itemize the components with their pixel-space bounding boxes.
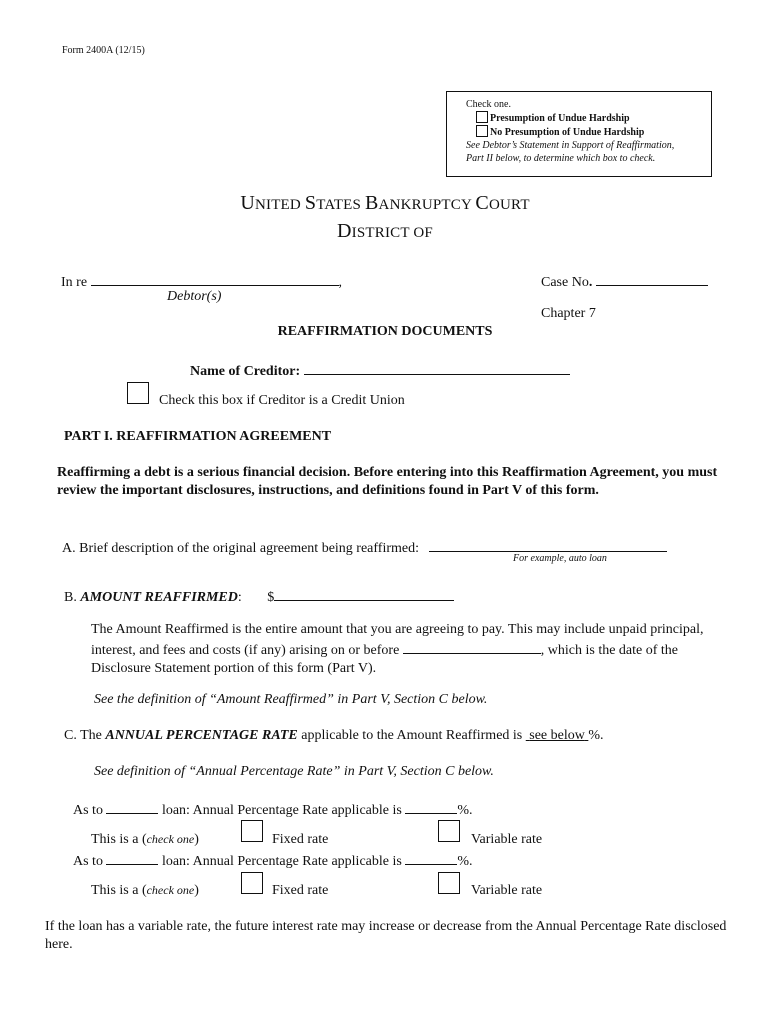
no-presumption-option[interactable] [476, 125, 711, 139]
amount-reaffirmed-paragraph: The Amount Reaffirmed is the entire amount that you are agreeing to pay. This may include unpaid principal, interest, and fees and costs (if any) arising on or before , which is the date of the Disclosure Statement portion of this form (Part V). [91, 622, 704, 676]
apr-value[interactable]: see below [529, 728, 585, 743]
loan-1-rate-type-label: This is a (check one) [91, 832, 199, 847]
case-number-field[interactable] [596, 271, 708, 286]
debtors-label: Debtor(s) [167, 289, 222, 304]
section-b: B. AMOUNT REAFFIRMED: $ [64, 586, 454, 606]
in-re-label: In re [61, 275, 88, 290]
section-a-label: A. Brief description of the original agreement being reaffirmed: [62, 541, 419, 556]
court-name: UNITED STATES BANKRUPTCY COURT [240, 192, 530, 214]
amount-reaffirmed-field[interactable] [274, 586, 454, 601]
loan-2-rate-type-label: This is a (check one) [91, 883, 199, 898]
loan-1-variable-checkbox[interactable] [438, 820, 460, 842]
amount-reaffirmed-label: AMOUNT REAFFIRMED [80, 590, 238, 605]
debtor-name-field[interactable] [91, 271, 339, 286]
chapter-label: Chapter 7 [541, 306, 596, 321]
creditor-label: Name of Creditor: [190, 364, 301, 379]
check-one-label: Check one. [466, 99, 511, 110]
loan-1-fixed-label: Fixed rate [272, 832, 329, 847]
credit-union-checkbox[interactable] [127, 382, 149, 404]
presumption-option[interactable] [476, 111, 711, 125]
no-presumption-checkbox[interactable] [476, 125, 488, 137]
loan-2-fixed-label: Fixed rate [272, 883, 329, 898]
no-presumption-label: No Presumption of Undue Hardship [490, 127, 645, 138]
district-line: DISTRICT OF [337, 220, 433, 242]
loan-2-variable-label: Variable rate [471, 883, 543, 898]
loan-2-name-field[interactable] [106, 850, 158, 865]
section-c: C. The ANNUAL PERCENTAGE RATE applicable to the Amount Reaffirmed is see below %. [64, 728, 604, 743]
creditor-name-field[interactable] [304, 360, 570, 375]
see-definition-amount: See the definition of “Amount Reaffirmed” in Part V, Section C below. [94, 692, 488, 707]
in-re-row: In re , [61, 271, 342, 291]
form-number: Form 2400A (12/15) [62, 45, 145, 56]
case-no-label: Case No [541, 275, 589, 290]
loan-1-apr-field[interactable] [405, 799, 457, 814]
creditor-row [190, 360, 570, 380]
see-definition-apr: See definition of “Annual Percentage Rate” in Part V, Section C below. [94, 764, 494, 779]
example-note: For example, auto loan [513, 553, 607, 564]
loan-1-name-field[interactable] [106, 799, 158, 814]
loan-2-fixed-checkbox[interactable] [241, 872, 263, 894]
document-title: REAFFIRMATION DOCUMENTS [277, 324, 493, 339]
disclosure-date-field[interactable] [403, 639, 541, 654]
agreement-description-field[interactable] [429, 537, 667, 552]
loan-2-apr-row: As to loan: Annual Percentage Rate applicable is %. [73, 850, 472, 870]
case-number-row: Case No. [541, 271, 708, 291]
hardship-check-panel [446, 91, 712, 177]
panel-note-1: See Debtor’s Statement in Support of Reaffirmation, [466, 140, 675, 151]
presumption-label: Presumption of Undue Hardship [490, 113, 630, 124]
variable-rate-note: If the loan has a variable rate, the future interest rate may increase or decrease from the Annual Percentage Rate disclosed here. [45, 919, 727, 952]
loan-2-apr-field[interactable] [405, 850, 457, 865]
loan-2-variable-checkbox[interactable] [438, 872, 460, 894]
part-i-heading: PART I. REAFFIRMATION AGREEMENT [64, 429, 332, 444]
presumption-checkbox[interactable] [476, 111, 488, 123]
credit-union-label: Check this box if Creditor is a Credit Union [159, 393, 405, 408]
apr-label: ANNUAL PERCENTAGE RATE [105, 728, 298, 743]
loan-1-fixed-checkbox[interactable] [241, 820, 263, 842]
reaffirmation-warning: Reaffirming a debt is a serious financial decision. Before entering into this Reaffirmation Agreement, you must review the important disclosures, instructions, and definitions found in Part V of this form. [57, 465, 718, 498]
loan-1-apr-row: As to loan: Annual Percentage Rate applicable is %. [73, 799, 472, 819]
panel-note-2: Part II below, to determine which box to check. [466, 153, 656, 164]
loan-1-variable-label: Variable rate [471, 832, 543, 847]
